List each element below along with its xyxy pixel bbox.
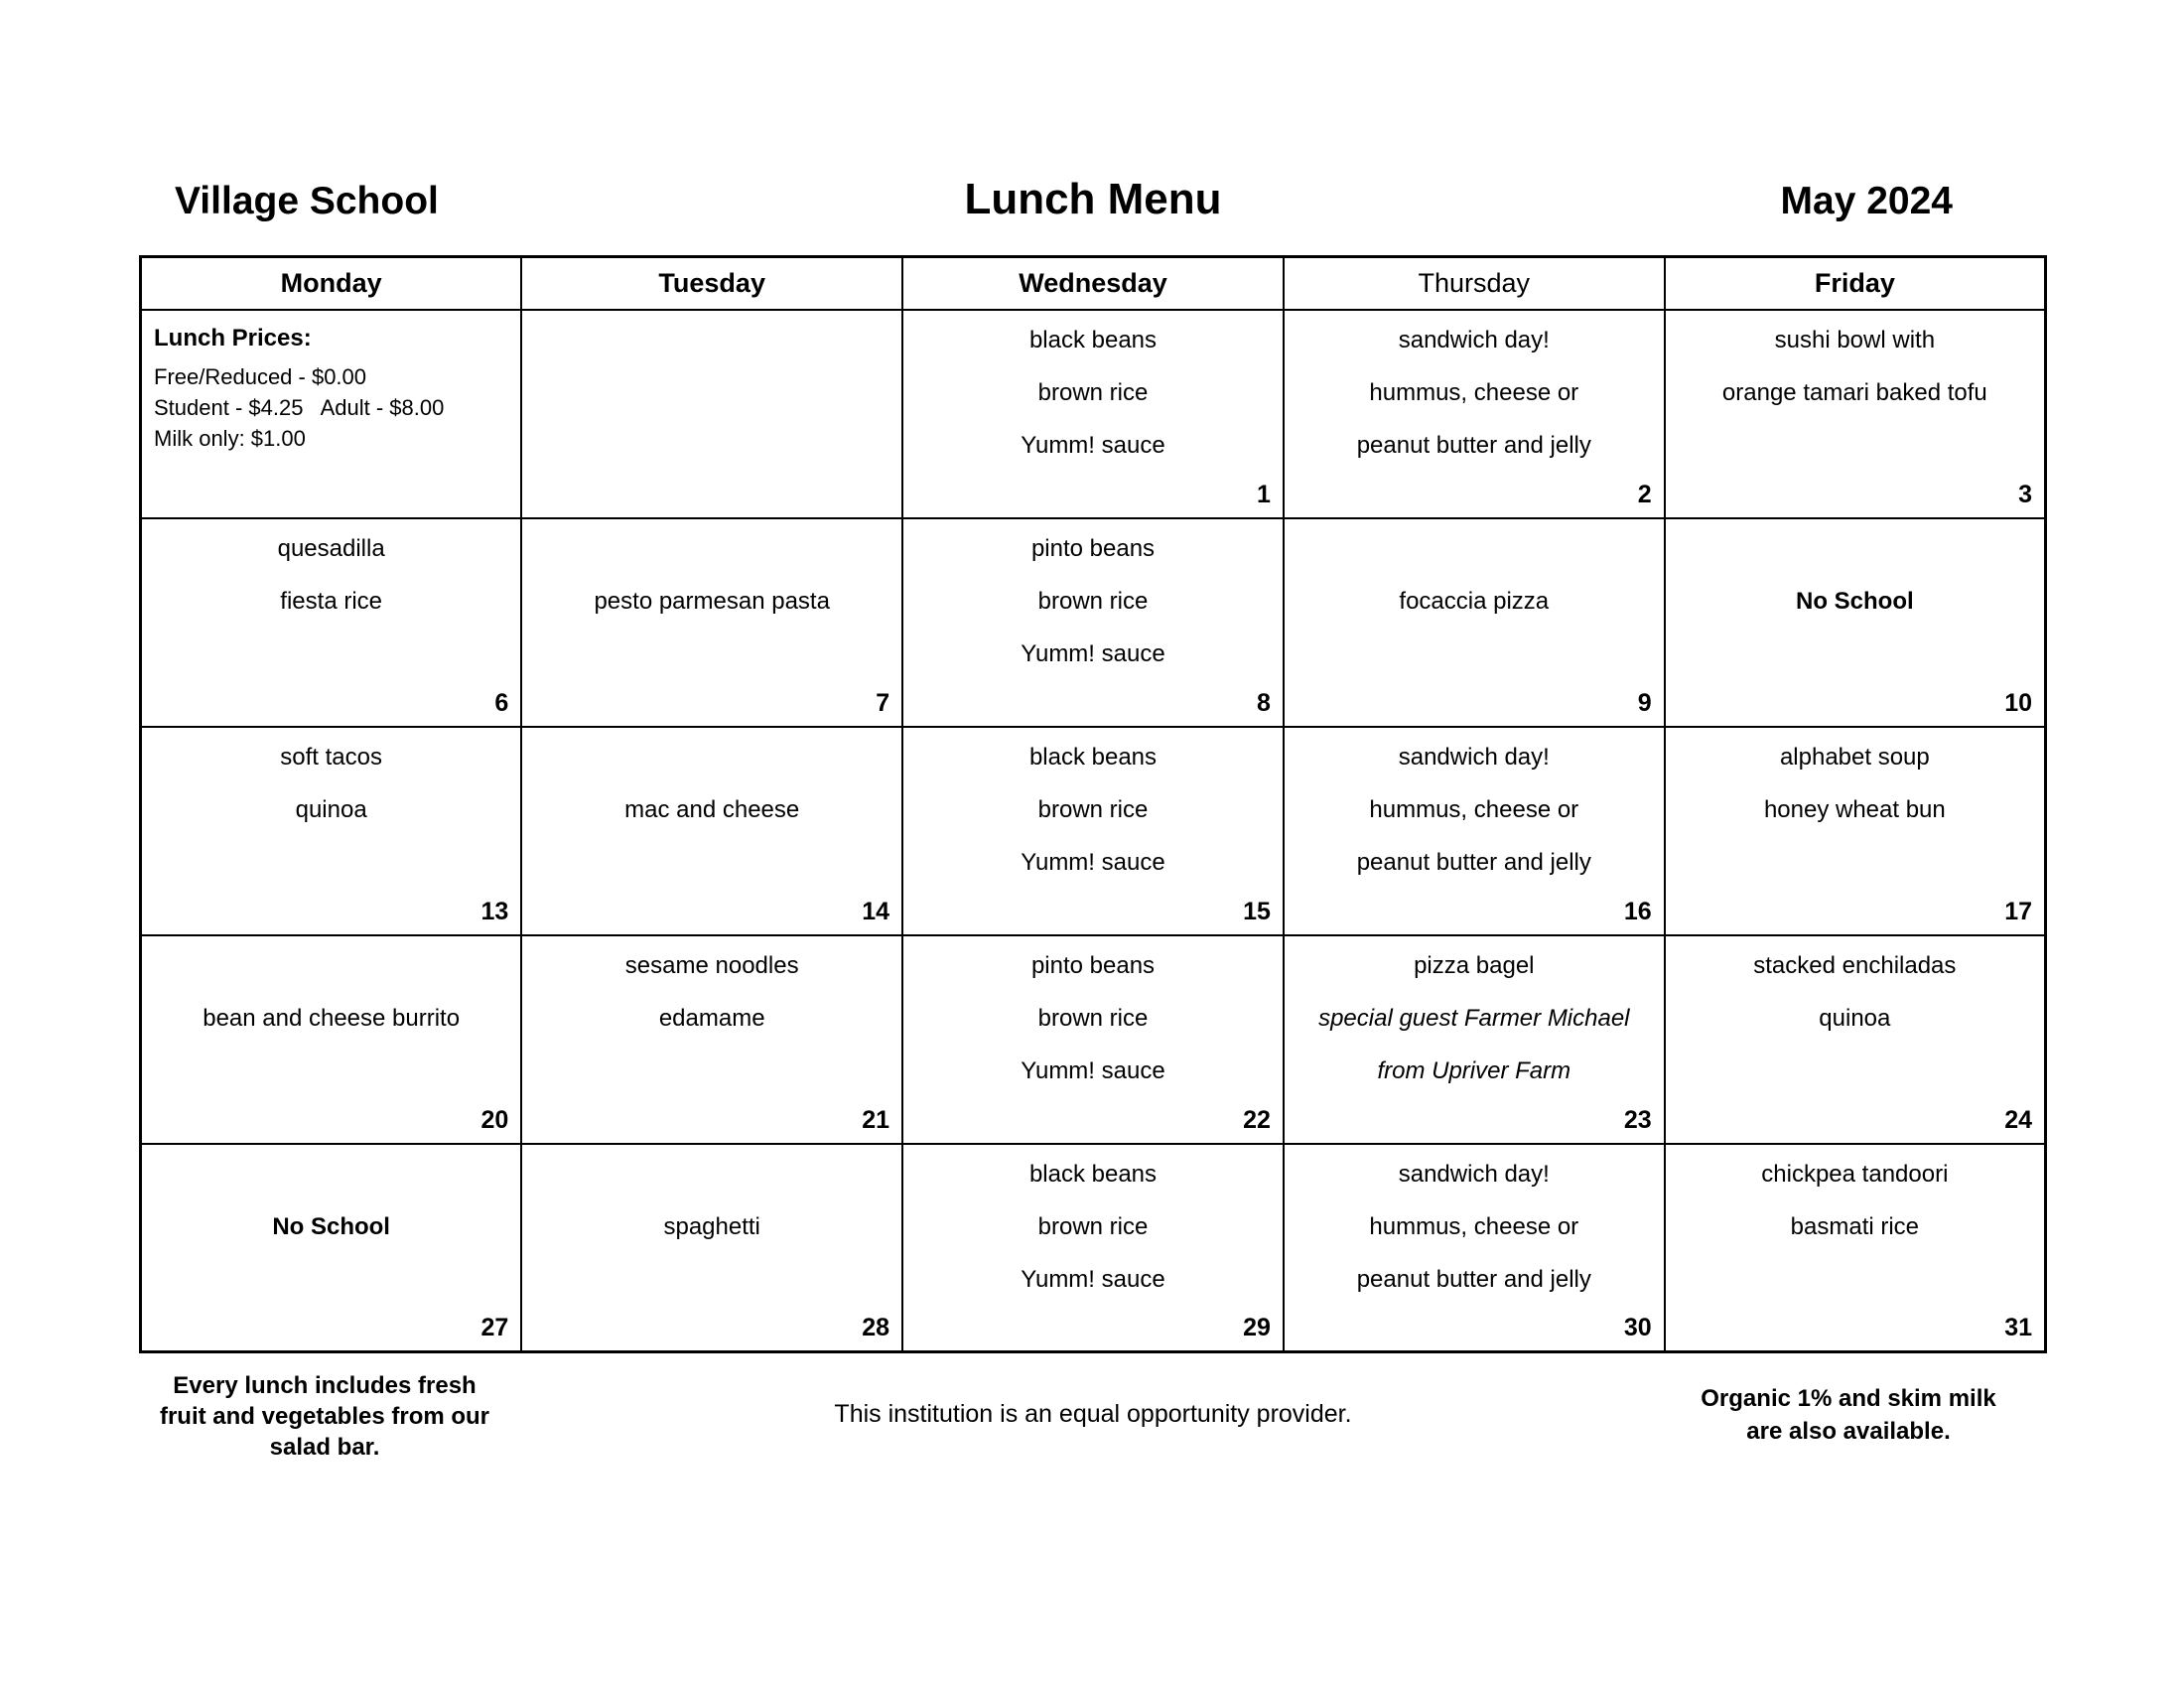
menu-lines: [903, 1145, 1283, 1307]
menu-item: orange tamari baked tofu: [1721, 379, 1987, 406]
day-cell: [1284, 727, 1665, 935]
weekday-header-thursday: Thursday: [1284, 257, 1665, 310]
menu-item: hummus, cheese or: [1369, 796, 1579, 823]
menu-lines: [142, 728, 520, 837]
day-number: 21: [862, 1105, 890, 1134]
week-row-4: [141, 935, 2046, 1144]
menu-item: sandwich day!: [1398, 1161, 1550, 1188]
menu-item: brown rice: [1037, 1005, 1149, 1032]
menu-item: pinto beans: [1030, 952, 1156, 979]
day-cell: [1665, 1144, 2046, 1352]
week-row-1: [141, 310, 2046, 518]
lunch-calendar: [139, 255, 2047, 1353]
menu-lines: [903, 311, 1283, 473]
page-title: Lunch Menu: [964, 175, 1222, 223]
footer-salad-bar-line: fruit and vegetables from our: [159, 1403, 490, 1430]
month-label: May 2024: [1780, 180, 1953, 222]
footer-equal-opportunity-note: This institution is an equal opportunity provider.: [834, 1400, 1352, 1428]
menu-lines: [1285, 1145, 1664, 1307]
footer: [139, 1370, 2047, 1509]
day-number: 31: [2004, 1314, 2032, 1341]
menu-item: Yumm! sauce: [1021, 1057, 1165, 1084]
day-cell: [1284, 1144, 1665, 1352]
day-number: 2: [1637, 480, 1652, 508]
menu-item: pinto beans: [1030, 535, 1156, 562]
day-cell: [521, 935, 902, 1144]
menu-item: Yumm! sauce: [1021, 1266, 1165, 1293]
day-number: 7: [876, 688, 890, 717]
week-row-5: [141, 1144, 2046, 1352]
menu-item: hummus, cheese or: [1369, 1213, 1579, 1240]
footer-milk-line: are also available.: [1746, 1418, 1951, 1445]
day-number: 15: [1243, 897, 1271, 925]
menu-item: quesadilla: [277, 535, 385, 562]
menu-item: fiesta rice: [280, 588, 382, 615]
menu-lines: [1285, 728, 1664, 890]
day-number: 28: [862, 1314, 890, 1341]
menu-item: pesto parmesan pasta: [594, 588, 830, 615]
day-number: 14: [862, 897, 890, 925]
menu-lines: [522, 519, 901, 629]
weekday-header-monday: Monday: [141, 257, 522, 310]
day-cell: [141, 1144, 522, 1352]
lunch-prices-cell: [141, 310, 522, 518]
day-number: 8: [1256, 688, 1271, 717]
menu-item: sandwich day!: [1398, 327, 1550, 353]
menu-item: special guest Farmer Michael: [1318, 1005, 1630, 1032]
lunch-prices: [142, 311, 520, 454]
calendar-body: [141, 310, 2046, 1352]
menu-lines: [1666, 936, 2044, 1046]
menu-lines: [1666, 311, 2044, 420]
menu-item: black beans: [1028, 744, 1158, 771]
day-cell: [1665, 935, 2046, 1144]
calendar-header: [141, 257, 2046, 310]
weekday-header-friday: Friday: [1665, 257, 2046, 310]
menu-item: focaccia pizza: [1399, 588, 1550, 615]
menu-item: sandwich day!: [1398, 744, 1550, 771]
day-cell: [902, 935, 1284, 1144]
day-number: 17: [2004, 897, 2032, 925]
day-cell: [1665, 518, 2046, 727]
day-cell: [1284, 935, 1665, 1144]
menu-item: brown rice: [1037, 796, 1149, 823]
menu-lines: [1666, 1145, 2044, 1254]
menu-item: stacked enchiladas: [1753, 952, 1957, 979]
menu-item: Yumm! sauce: [1021, 849, 1165, 876]
footer-milk-note: [1650, 1382, 2047, 1448]
day-cell: [141, 935, 522, 1144]
menu-item: basmati rice: [1790, 1213, 1920, 1240]
day-cell: [1284, 310, 1665, 518]
menu-lines: [1285, 519, 1664, 629]
day-number: 9: [1637, 688, 1652, 717]
menu-item: Yumm! sauce: [1021, 432, 1165, 459]
day-cell: [902, 518, 1284, 727]
footer-salad-bar-line: Every lunch includes fresh: [173, 1372, 477, 1399]
day-number: 10: [2004, 688, 2032, 717]
menu-item: quinoa: [295, 796, 367, 823]
menu-lines: [142, 519, 520, 629]
menu-lines: [903, 936, 1283, 1098]
weekday-header-wednesday: Wednesday: [902, 257, 1284, 310]
menu-lines: [522, 311, 901, 315]
menu-item: soft tacos: [280, 744, 382, 771]
day-number: 24: [2004, 1105, 2032, 1134]
day-cell: [1284, 518, 1665, 727]
menu-lines: [142, 936, 520, 1046]
menu-item: black beans: [1028, 327, 1158, 353]
menu-lines: [522, 728, 901, 837]
day-cell: [521, 518, 902, 727]
day-cell: [521, 1144, 902, 1352]
day-cell: [902, 310, 1284, 518]
day-cell: [521, 727, 902, 935]
school-name: Village School: [175, 180, 439, 222]
menu-item: peanut butter and jelly: [1356, 1266, 1591, 1293]
day-number: 13: [480, 897, 509, 925]
menu-item: hummus, cheese or: [1369, 379, 1579, 406]
week-row-3: [141, 727, 2046, 935]
menu-item: brown rice: [1037, 379, 1149, 406]
menu-lines: [1285, 311, 1664, 473]
day-number: 27: [480, 1314, 509, 1341]
weekday-header-tuesday: Tuesday: [521, 257, 902, 310]
title-bar: [139, 175, 2047, 224]
footer-milk-line: Organic 1% and skim milk: [1701, 1385, 1996, 1412]
menu-item: peanut butter and jelly: [1356, 432, 1591, 459]
menu-lines: [903, 728, 1283, 890]
menu-lines: [522, 936, 901, 1046]
day-number: 3: [2018, 480, 2032, 508]
week-row-2: [141, 518, 2046, 727]
menu-item: chickpea tandoori: [1761, 1161, 1949, 1188]
menu-item: brown rice: [1037, 588, 1149, 615]
menu-item: No School: [1796, 588, 1914, 615]
day-cell: [902, 727, 1284, 935]
day-number: 20: [480, 1105, 509, 1134]
footer-salad-bar-line: salad bar.: [269, 1434, 380, 1461]
menu-lines: [1666, 519, 2044, 629]
menu-item: black beans: [1028, 1161, 1158, 1188]
day-cell: [1665, 727, 2046, 935]
day-number: 16: [1623, 897, 1652, 925]
menu-item: honey wheat bun: [1763, 796, 1946, 823]
menu-item: mac and cheese: [624, 796, 800, 823]
day-number: 1: [1256, 480, 1271, 508]
menu-item: sesame noodles: [624, 952, 799, 979]
menu-lines: [1285, 936, 1664, 1098]
price-line: Milk only: $1.00: [154, 425, 306, 451]
menu-item: sushi bowl with: [1774, 327, 1936, 353]
price-line: Free/Reduced - $0.00: [154, 363, 367, 389]
weekday-header-row: [141, 257, 2046, 310]
menu-item: brown rice: [1037, 1213, 1149, 1240]
day-number: 22: [1243, 1105, 1271, 1134]
menu-item: spaghetti: [663, 1213, 760, 1240]
menu-item: from Upriver Farm: [1377, 1057, 1571, 1084]
menu-item: alphabet soup: [1779, 744, 1930, 771]
menu-item: bean and cheese burrito: [203, 1005, 461, 1032]
menu-lines: [522, 1145, 901, 1254]
lunch-prices-heading: Lunch Prices:: [154, 324, 312, 352]
day-number: 6: [494, 688, 509, 717]
menu-lines: [903, 519, 1283, 681]
menu-lines: [1666, 728, 2044, 837]
day-cell: [521, 310, 902, 518]
day-cell: [141, 518, 522, 727]
menu-item: No School: [272, 1213, 390, 1240]
menu-item: quinoa: [1819, 1005, 1891, 1032]
day-number: 30: [1623, 1314, 1652, 1341]
day-number: 29: [1243, 1314, 1271, 1341]
day-number: 23: [1623, 1105, 1652, 1134]
day-cell: [1665, 310, 2046, 518]
day-cell: [902, 1144, 1284, 1352]
menu-item: pizza bagel: [1414, 952, 1535, 979]
menu-item: edamame: [658, 1005, 765, 1032]
menu-item: Yumm! sauce: [1021, 640, 1165, 667]
day-cell: [141, 727, 522, 935]
menu-lines: [142, 1145, 520, 1254]
price-line: Student - $4.25 Adult - $8.00: [154, 394, 445, 420]
menu-item: peanut butter and jelly: [1356, 849, 1591, 876]
